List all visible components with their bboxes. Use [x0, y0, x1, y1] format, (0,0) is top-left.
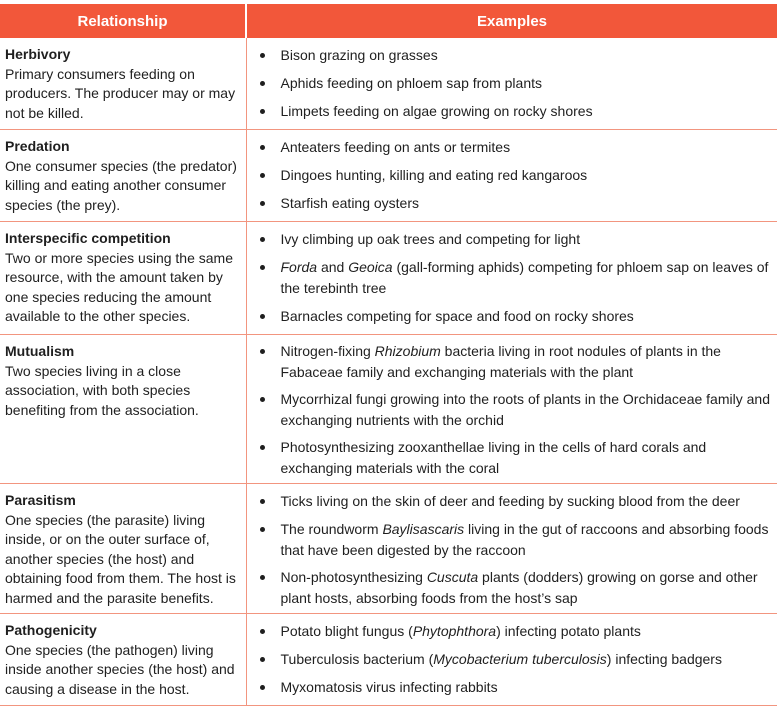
relationship-title: Herbivory: [5, 45, 238, 65]
example-item: [281, 677, 777, 698]
example-text: The roundworm: [281, 521, 383, 537]
example-italic-text: Rhizobium: [375, 343, 441, 359]
example-text: Ivy climbing up oak trees and competing for light: [281, 231, 581, 247]
examples-cell: [246, 38, 777, 130]
examples-list: [247, 341, 777, 479]
relationship-cell: [0, 614, 246, 706]
relationship-title: Mutualism: [5, 342, 238, 362]
examples-cell: [246, 335, 777, 484]
relationship-description: Primary consumers feeding on producers. The producer may or may not be killed.: [5, 65, 238, 124]
relationship-cell: [0, 335, 246, 484]
table-row: [0, 335, 777, 484]
header-examples: Examples: [246, 4, 777, 38]
relationship-description: Two or more species using the same resource, with the amount taken by one species reducing the amount available to the other species.: [5, 249, 238, 327]
example-item: [281, 649, 777, 670]
examples-list: [247, 491, 777, 609]
table-row: [0, 222, 777, 335]
example-item: [281, 193, 777, 214]
examples-cell: [246, 130, 777, 222]
example-item: [281, 45, 777, 66]
example-text: Tuberculosis bacterium (: [281, 651, 434, 667]
example-text: ) infecting badgers: [607, 651, 722, 667]
relationship-title: Predation: [5, 137, 238, 157]
example-item: [281, 229, 777, 250]
example-item: [281, 101, 777, 122]
example-item: [281, 437, 777, 479]
example-text: living in the gut of raccoons and absorbing foods that have been digested by the raccoon: [281, 521, 769, 558]
example-text: Potato blight fungus (: [281, 623, 413, 639]
example-italic-text: Forda: [281, 259, 318, 275]
example-text: Aphids feeding on phloem sap from plants: [281, 75, 543, 91]
example-text: Nitrogen-fixing: [281, 343, 375, 359]
examples-list: [247, 137, 777, 214]
example-text: Myxomatosis virus infecting rabbits: [281, 679, 498, 695]
examples-cell: [246, 614, 777, 706]
example-item: [281, 73, 777, 94]
example-text: Anteaters feeding on ants or termites: [281, 139, 511, 155]
example-item: [281, 257, 777, 299]
relationship-description: One species (the parasite) living inside, or on the outer surface of, another species (the host) and obtaining food from them. The host is harmed and the parasite benefits.: [5, 511, 238, 609]
examples-list: [247, 621, 777, 698]
relationships-table: [0, 4, 777, 706]
relationship-description: One species (the pathogen) living inside another species (the host) and causing a disease in the host.: [5, 641, 238, 700]
relationship-title: Parasitism: [5, 491, 238, 511]
table-row: [0, 130, 777, 222]
relationship-cell: [0, 38, 246, 130]
example-item: [281, 491, 777, 512]
example-text: Mycorrhizal fungi growing into the roots of plants in the Orchidaceae family and exchanging nutrients with the orchid: [281, 391, 770, 428]
header-row: [0, 4, 777, 38]
example-text: Barnacles competing for space and food on rocky shores: [281, 308, 634, 324]
relationship-title: Interspecific competition: [5, 229, 238, 249]
example-italic-text: Baylisascaris: [382, 521, 464, 537]
example-text: Ticks living on the skin of deer and feeding by sucking blood from the deer: [281, 493, 740, 509]
example-text: (gall-forming aphids) competing for phloem sap on leaves of the terebinth tree: [281, 259, 769, 296]
example-text: Bison grazing on grasses: [281, 47, 438, 63]
relationship-title: Pathogenicity: [5, 621, 238, 641]
examples-cell: [246, 222, 777, 335]
header-relationship: Relationship: [0, 4, 246, 38]
example-item: [281, 165, 777, 186]
example-text: ) infecting potato plants: [496, 623, 641, 639]
example-italic-text: Geoica: [348, 259, 392, 275]
relationship-cell: [0, 484, 246, 614]
example-text: Non-photosynthesizing: [281, 569, 427, 585]
example-item: [281, 306, 777, 327]
table-row: [0, 484, 777, 614]
example-text: Starfish eating oysters: [281, 195, 420, 211]
example-item: [281, 137, 777, 158]
example-item: [281, 621, 777, 642]
examples-cell: [246, 484, 777, 614]
example-text: bacteria living in root nodules of plants in the Fabaceae family and exchanging materials with the plant: [281, 343, 721, 380]
example-item: [281, 389, 777, 431]
example-text: plants (dodders) growing on gorse and other plant hosts, absorbing foods from the host’s sap: [281, 569, 758, 606]
example-italic-text: Cuscuta: [427, 569, 478, 585]
example-item: [281, 341, 777, 383]
examples-list: [247, 229, 777, 327]
example-italic-text: Phytophthora: [413, 623, 496, 639]
relationship-description: One consumer species (the predator) killing and eating another consumer species (the prey).: [5, 157, 238, 216]
example-text: and: [317, 259, 348, 275]
example-text: Dingoes hunting, killing and eating red kangaroos: [281, 167, 588, 183]
example-item: [281, 567, 777, 609]
relationship-cell: [0, 222, 246, 335]
relationship-cell: [0, 130, 246, 222]
examples-list: [247, 45, 777, 122]
table-row: [0, 614, 777, 706]
example-text: Photosynthesizing zooxanthellae living in the cells of hard corals and exchanging materials with the coral: [281, 439, 707, 476]
example-item: [281, 519, 777, 561]
relationship-description: Two species living in a close association, with both species benefiting from the association.: [5, 362, 238, 421]
example-text: Limpets feeding on algae growing on rocky shores: [281, 103, 593, 119]
table-row: [0, 38, 777, 130]
example-italic-text: Mycobacterium tuberculosis: [433, 651, 607, 667]
table-body: [0, 38, 777, 706]
